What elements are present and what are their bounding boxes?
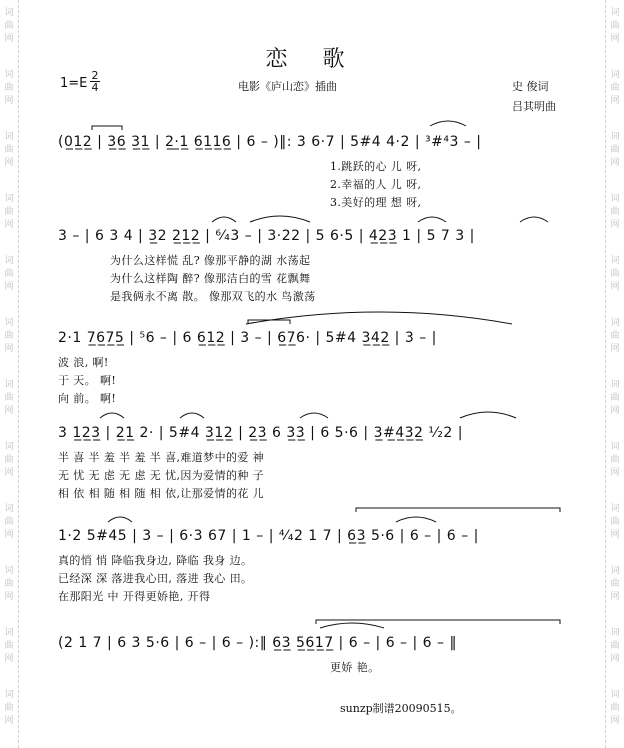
- watermark-glyph: 网: [4, 282, 14, 292]
- watermark-glyph: 网: [610, 468, 620, 478]
- watermark-glyph: 曲: [610, 641, 620, 651]
- lyric-2-verse-1: 为什么这样慌 乱? 像那平静的湖 水荡起: [110, 254, 311, 267]
- notation-line-6: (2 1 7 | 6 3 5·6 | 6 – | 6 – ):‖ 6̲3̲ 5̲6̲1̲7̲ | 6 – | 6 – | 6 – ‖: [58, 635, 457, 651]
- transcriber-credit: sunzp制谱20090515。: [340, 702, 462, 715]
- watermark-glyph: 网: [4, 34, 14, 44]
- watermark-glyph: 词: [610, 442, 620, 452]
- lyric-3-verse-2: 于 天。 啊!: [58, 374, 117, 387]
- watermark-glyph: 曲: [610, 579, 620, 589]
- lyric-1-verse-1: 1.跳跃的心 儿 呀,: [330, 160, 422, 173]
- watermark-glyph: 网: [610, 220, 620, 230]
- watermark-glyph: 曲: [610, 455, 620, 465]
- watermark-glyph: 词: [610, 566, 620, 576]
- watermark-glyph: 曲: [610, 145, 620, 155]
- watermark-glyph: 词: [4, 8, 14, 18]
- watermark-glyph: 网: [4, 716, 14, 726]
- watermark-glyph: 词: [4, 256, 14, 266]
- watermark-glyph: 网: [610, 654, 620, 664]
- watermark-glyph: 曲: [610, 207, 620, 217]
- watermark-glyph: 网: [610, 282, 620, 292]
- lyric-4-verse-1: 半 喜 半 羞 半 羞 半 喜,难道梦中的爱 神: [58, 451, 265, 464]
- watermark-glyph: 曲: [4, 641, 14, 651]
- time-sig-top: 2: [91, 69, 99, 82]
- watermark-glyph: 词: [610, 318, 620, 328]
- slur-mark: [320, 623, 384, 628]
- lyric-1-verse-3: 3.美好的理 想 呀,: [330, 196, 422, 209]
- watermark-glyph: 曲: [4, 703, 14, 713]
- slur-mark: [212, 217, 236, 222]
- lyric-5-verse-2: 已经深 深 落进我心田, 落进 我心 田。: [58, 572, 253, 585]
- watermark-glyph: 网: [610, 34, 620, 44]
- watermark-glyph: 曲: [4, 83, 14, 93]
- subtitle: 电影《庐山恋》插曲: [238, 80, 337, 93]
- watermark-glyph: 曲: [4, 331, 14, 341]
- slur-mark: [250, 216, 310, 222]
- watermark-glyph: 网: [4, 468, 14, 478]
- watermark-glyph: 曲: [4, 455, 14, 465]
- notation-line-2: 3 – | 6 3 4 | 3̲2 2̲1̲2̲ | ⁶⁄₄3 – | 3·22 | 5 6·5 | 4̲2̲3̲ 1 | 5 7 3 |: [58, 228, 475, 244]
- watermark-glyph: 词: [4, 194, 14, 204]
- slur-mark: [108, 517, 132, 522]
- slur-mark: [246, 312, 512, 324]
- watermark-glyph: 词: [4, 318, 14, 328]
- watermark-glyph: 网: [610, 592, 620, 602]
- watermark-glyph: 词: [4, 442, 14, 452]
- watermark-glyph: 词: [610, 256, 620, 266]
- lyricist: 史 俊词: [512, 80, 549, 93]
- watermark-glyph: 曲: [610, 393, 620, 403]
- lyric-5-verse-3: 在那阳光 中 开得更娇艳, 开得: [58, 590, 211, 603]
- watermark-glyph: 词: [610, 380, 620, 390]
- watermark-glyph: 词: [4, 70, 14, 80]
- lyric-2-verse-2: 为什么这样陶 醉? 像那洁白的雪 花飘舞: [110, 272, 311, 285]
- lyric-3-verse-3: 向 前。 啊!: [58, 392, 117, 405]
- bracket-mark: [356, 508, 560, 512]
- key-signature: 1=E: [60, 76, 88, 91]
- watermark-glyph: 曲: [610, 21, 620, 31]
- watermark-glyph: 网: [4, 220, 14, 230]
- watermark-glyph: 曲: [610, 517, 620, 527]
- lyric-5-verse-1: 真的悄 悄 降临我身边, 降临 我身 边。: [58, 554, 253, 567]
- watermark-glyph: 网: [4, 344, 14, 354]
- watermark-glyph: 网: [4, 158, 14, 168]
- lyric-3-verse-1: 波 浪, 啊!: [58, 356, 109, 369]
- lyric-1-verse-2: 2.幸福的人 儿 呀,: [330, 178, 422, 191]
- watermark-glyph: 曲: [4, 21, 14, 31]
- notation-line-4: 3 1̲2̲3̲ | 2̲1̲ 2· | 5#4 3̲1̲2̲ | 2̲3̲ 6 3̲3̲ | 6 5·6 | 3̲#̲4̲3̲2̲ ¹⁄₂2 |: [58, 425, 464, 441]
- composer: 吕其明曲: [512, 100, 556, 113]
- lyric-4-verse-3: 相 依 相 随 相 随 相 依,让那爱情的花 儿: [58, 487, 265, 500]
- watermark-glyph: 词: [4, 504, 14, 514]
- watermark-glyph: 曲: [4, 579, 14, 589]
- watermark-glyph: 词: [4, 566, 14, 576]
- watermark-glyph: 词: [4, 690, 14, 700]
- lyric-4-verse-2: 无 忧 无 虑 无 虑 无 忧,因为爱情的种 子: [58, 469, 265, 482]
- watermark-glyph: 曲: [610, 83, 620, 93]
- watermark-glyph: 词: [610, 8, 620, 18]
- watermark-glyph: 词: [610, 70, 620, 80]
- song-title: 恋 歌: [265, 47, 359, 72]
- watermark-glyph: 词: [610, 504, 620, 514]
- slur-mark: [520, 217, 548, 222]
- slur-mark: [460, 412, 516, 418]
- slur-mark: [396, 517, 436, 522]
- watermark-glyph: 网: [610, 530, 620, 540]
- watermark-glyph: 网: [4, 96, 14, 106]
- notation-line-1: (0̲1̲2̲ | 3̲6̲ 3̲1̲ | 2̲·̲1̲ 6̲1̲1̲6̲ | 6 – )‖: 3 6·7 | 5#4 4·2 | ³#⁴3 – |: [58, 134, 482, 150]
- watermark-glyph: 网: [4, 592, 14, 602]
- lyric-2-verse-3: 是我俩永不离 散。 像那双飞的水 鸟激荡: [110, 290, 316, 303]
- slur-mark: [418, 217, 446, 222]
- slur-mark: [430, 121, 466, 126]
- watermark-glyph: 曲: [610, 269, 620, 279]
- watermark-glyph: 词: [4, 132, 14, 142]
- watermark-glyph: 曲: [4, 517, 14, 527]
- watermark-glyph: 网: [4, 530, 14, 540]
- watermark-glyph: 网: [4, 654, 14, 664]
- watermark-glyph: 曲: [4, 207, 14, 217]
- watermark-glyph: 曲: [4, 393, 14, 403]
- watermark-glyph: 词: [4, 628, 14, 638]
- slur-mark: [180, 413, 204, 418]
- slur-mark: [300, 413, 328, 418]
- lyric-6-verse-1: 更娇 艳。: [330, 661, 380, 674]
- bracket-mark: [92, 126, 122, 130]
- watermark-glyph: 曲: [4, 269, 14, 279]
- watermark-glyph: 词: [610, 194, 620, 204]
- watermark-glyph: 网: [610, 716, 620, 726]
- watermark-glyph: 网: [610, 344, 620, 354]
- notation-line-3: 2·1 7̲6̲7̲5̲ | ⁵6 – | 6 6̲1̲2̲ | 3 – | 6̲7̲6· | 5#4 3̲4̲2̲ | 3 – |: [58, 330, 437, 346]
- watermark-glyph: 网: [610, 158, 620, 168]
- watermark-glyph: 网: [4, 406, 14, 416]
- watermark-glyph: 词: [610, 628, 620, 638]
- watermark-glyph: 曲: [4, 145, 14, 155]
- watermark-glyph: 网: [610, 406, 620, 416]
- watermark-glyph: 网: [610, 96, 620, 106]
- watermark-glyph: 词: [610, 690, 620, 700]
- watermark-glyph: 曲: [610, 331, 620, 341]
- slur-mark: [100, 413, 124, 418]
- watermark-glyph: 词: [4, 380, 14, 390]
- notation-line-5: 1·2 5#45 | 3 – | 6·3 67 | 1 – | ⁴⁄₄2 1 7 | 6̲3̲ 5·6 | 6 – | 6 – |: [58, 528, 479, 544]
- time-sig-bottom: 4: [91, 81, 99, 94]
- watermark-glyph: 词: [610, 132, 620, 142]
- watermark-glyph: 曲: [610, 703, 620, 713]
